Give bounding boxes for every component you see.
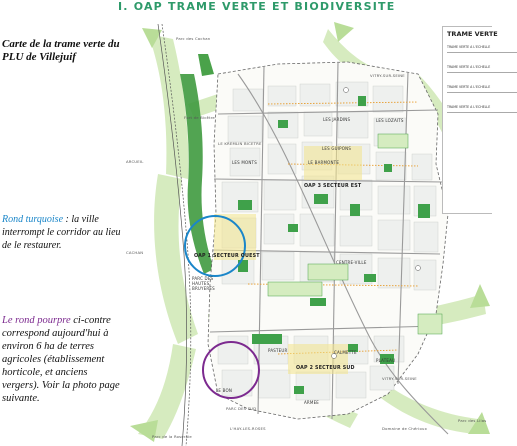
purple-note-text: ci-contre correspond aujourd'hui à environ 6 ha de terres agricoles (établissement horticole, et anciens vergers). Voir la photo page suivante. <box>2 315 120 404</box>
label-hay: L'HAY-LES-ROSES <box>230 426 266 431</box>
green-network-map <box>118 14 491 446</box>
page-title: I. OAP TRAME VERTE ET BIODIVERSITE <box>118 0 396 13</box>
label-centre-ville: CENTRE-VILLE <box>336 260 367 265</box>
legend-row: TRAME VERTE A L'ECHELLE <box>447 45 507 53</box>
turquoise-note <box>2 213 124 252</box>
map-svg <box>118 14 491 446</box>
label-kremlin: LE KREMLIN BICETRE <box>218 141 262 146</box>
label-parc-sud: PARC DES SUD <box>226 406 257 411</box>
turquoise-note-lead: Rond turquoise <box>2 214 64 225</box>
label-calmette: CALMETTE <box>334 350 357 355</box>
label-sector-est: OAP 3 SECTEUR EST <box>304 184 362 189</box>
label-hautes-bruyeres: PARC DES HAUTES BRUYERES <box>192 276 215 291</box>
purple-note <box>2 314 122 405</box>
label-parc-sceaux: Parc des Cachan <box>176 36 211 41</box>
label-arcueil: ARCUEIL <box>126 159 144 164</box>
label-parc-roseraie: Parc de la Roseraie <box>152 434 192 439</box>
label-plateau: PLATEAU <box>376 358 396 363</box>
purple-note-lead: Le rond pourpre <box>2 315 71 326</box>
legend-title: TRAME VERTE <box>447 30 498 38</box>
label-jardins: LES JARDINS <box>323 117 351 122</box>
map-caption: Carte de la trame verte du PLU de Villejuif <box>2 38 120 63</box>
legend-row: TRAME VERTE A L'ECHELLE <box>447 105 507 113</box>
label-cachan: CACHAN <box>126 250 144 255</box>
label-vitry-top: VITRY-SUR-SEINE <box>370 73 405 78</box>
label-domaine-cherioux: Domaine de Chérioux <box>382 426 428 431</box>
legend-row: TRAME VERTE A L'ECHELLE <box>447 65 507 73</box>
label-monts: LES MONTS <box>232 160 257 165</box>
label-lebon: LE BON <box>216 388 233 393</box>
label-fort-bicetre: Fort de Bicêtre <box>184 115 215 120</box>
label-sector-sud: OAP 2 SECTEUR SUD <box>296 366 355 371</box>
legend-row: TRAME VERTE A L'ECHELLE <box>447 85 507 93</box>
label-guipons: LES GUIPONS <box>322 146 352 151</box>
label-armee: ARMEE <box>304 400 320 405</box>
label-parc-lilas: Parc des Lilas <box>458 418 487 423</box>
label-pasteur: PASTEUR <box>268 348 288 353</box>
turquoise-note-text: : la ville interrompt le corridor au lieu de le restaurer. <box>2 214 121 251</box>
label-sector-ouest: OAP 1 SECTEUR OUEST <box>194 254 260 259</box>
label-vitry-bottom: VITRY-SUR-SEINE <box>382 376 417 381</box>
legend-panel <box>442 26 498 214</box>
label-lozaits: LES LOZAITS <box>376 118 404 123</box>
label-barmonte: LE BARMONTE <box>308 160 340 165</box>
